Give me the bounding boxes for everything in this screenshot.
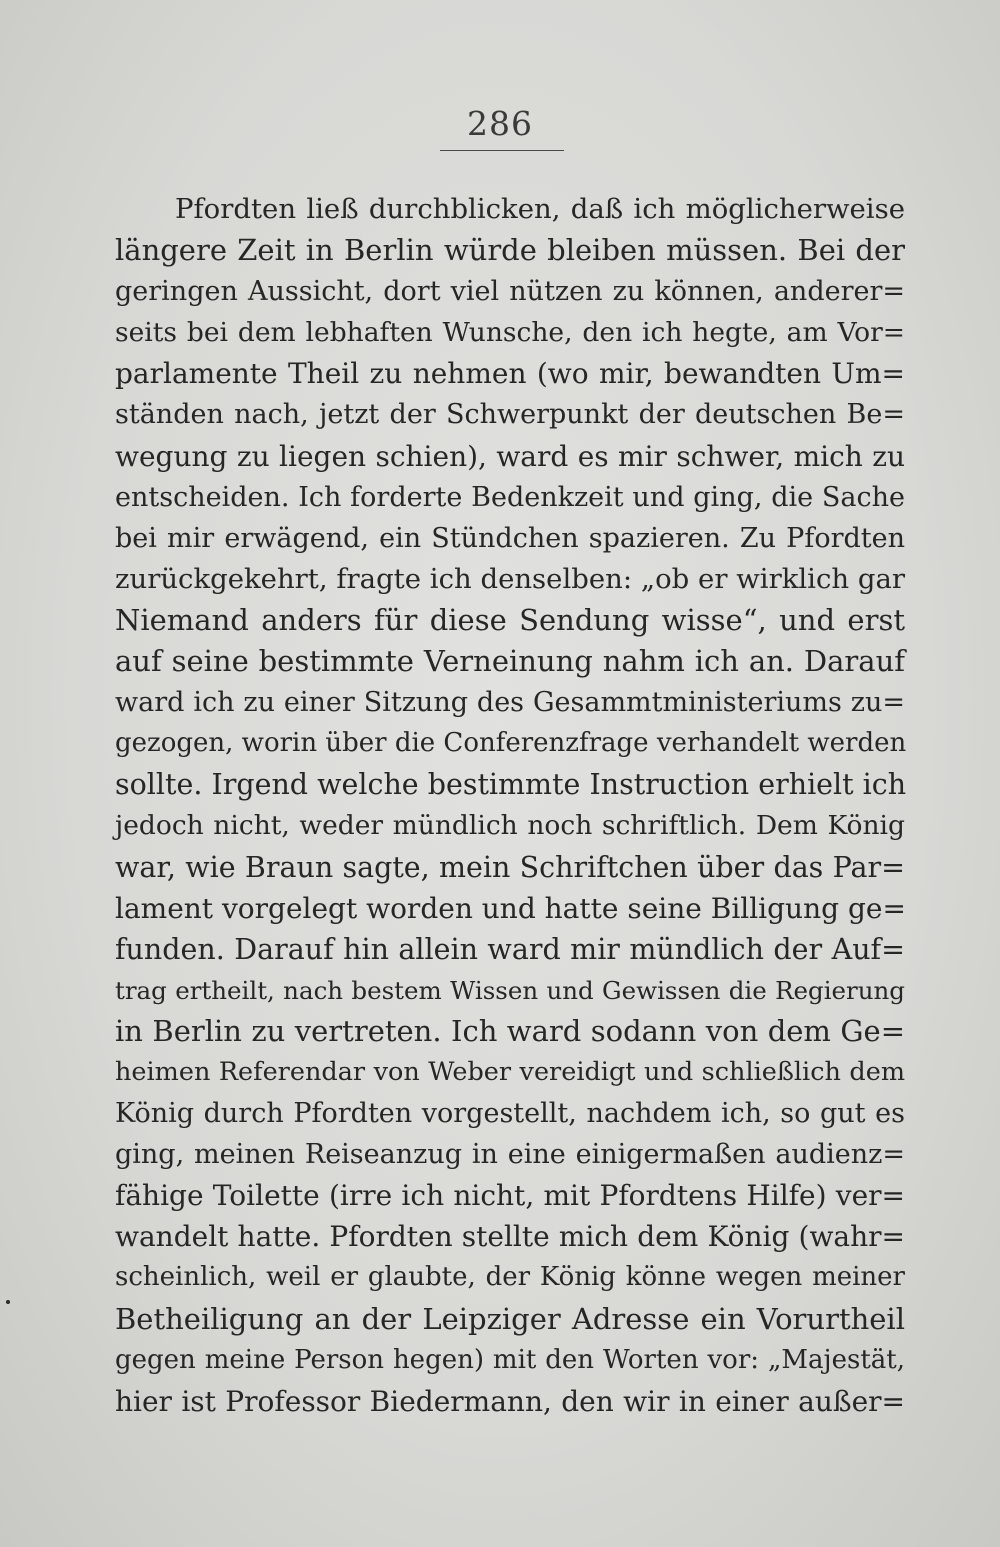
- text-line: sollte. Irgend welche bestimmte Instruction erhielt ich: [115, 768, 907, 802]
- text-line: wandelt hatte. Pfordten stellte mich dem König (wahr=: [115, 1220, 905, 1254]
- text-line: gegen meine Person hegen) mit den Worten vor: „Majestät,: [115, 1344, 905, 1375]
- text-line: parlamente Theil zu nehmen (wo mir, bewandten Um=: [115, 357, 905, 391]
- text-line: geringen Aussicht, dort viel nützen zu können, anderer=: [115, 276, 905, 308]
- text-line: auf seine bestimmte Verneinung nahm ich an. Darauf: [115, 644, 905, 679]
- text-line: bei mir erwägend, ein Stündchen spazieren. Zu Pfordten: [115, 522, 905, 554]
- text-line: Pfordten ließ durchblicken, daß ich möglicherweise: [175, 193, 905, 225]
- text-line: war, wie Braun sagte, mein Schriftchen über das Par=: [115, 850, 905, 884]
- header-rule: [440, 150, 564, 151]
- text-line: scheinlich, weil er glaubte, der König könne wegen meiner: [115, 1262, 905, 1293]
- text-line: funden. Darauf hin allein ward mir mündlich der Auf=: [115, 932, 905, 966]
- text-line: längere Zeit in Berlin würde bleiben müssen. Bei der: [115, 233, 905, 268]
- text-line: seits bei dem lebhaften Wunsche, den ich hegte, am Vor=: [115, 317, 905, 349]
- text-line: ständen nach, jetzt der Schwerpunkt der deutschen Be=: [115, 399, 905, 431]
- text-line: Betheiligung an der Leipziger Adresse ein Vorurtheil: [115, 1301, 905, 1336]
- text-line: wegung zu liegen schien), ward es mir schwer, mich zu: [115, 439, 905, 473]
- text-line: ward ich zu einer Sitzung des Gesammtministeriums zu=: [115, 687, 905, 719]
- ink-speck: [6, 1300, 10, 1304]
- text-line: Niemand anders für diese Sendung wisse“, und erst: [115, 602, 905, 637]
- body-text: [115, 189, 905, 1422]
- text-line: lament vorgelegt worden und hatte seine Billigung ge=: [115, 891, 906, 925]
- text-line: heimen Referendar von Weber vereidigt und schließlich dem: [115, 1056, 905, 1087]
- text-line: trag ertheilt, nach bestem Wissen und Gewissen die Regierung: [115, 975, 905, 1005]
- text-line: jedoch nicht, weder mündlich noch schriftlich. Dem König: [115, 810, 905, 842]
- text-line: in Berlin zu vertreten. Ich ward sodann von dem Ge=: [115, 1013, 905, 1048]
- text-line: König durch Pfordten vorgestellt, nachdem ich, so gut es: [115, 1098, 905, 1130]
- text-line: zurückgekehrt, fragte ich denselben: „ob er wirklich gar: [115, 562, 905, 595]
- text-line: hier ist Professor Biedermann, den wir in einer außer=: [115, 1384, 905, 1418]
- page-number: 286: [467, 104, 533, 143]
- text-line: ging, meinen Reiseanzug in eine einigermaßen audienz=: [115, 1139, 905, 1171]
- text-line: gezogen, worin über die Conferenzfrage verhandelt werden: [115, 728, 907, 759]
- text-line: entscheiden. Ich forderte Bedenkzeit und ging, die Sache: [115, 481, 905, 513]
- text-line: fähige Toilette (irre ich nicht, mit Pfordtens Hilfe) ver=: [115, 1179, 905, 1213]
